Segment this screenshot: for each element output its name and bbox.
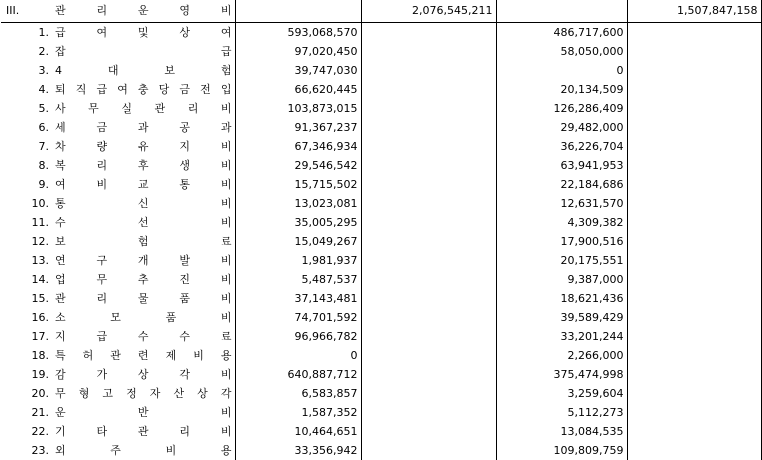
item-number: 3. bbox=[38, 64, 49, 77]
item-amount-prior: 126,286,409 bbox=[496, 99, 627, 118]
item-amount-prior: 33,201,244 bbox=[496, 327, 627, 346]
item-subtotal-current bbox=[361, 99, 496, 118]
item-amount-current: 74,701,592 bbox=[235, 308, 361, 327]
item-name: 연 구 개 발 비 bbox=[52, 251, 235, 270]
item-subtotal-current bbox=[361, 251, 496, 270]
section-cell-c bbox=[496, 0, 627, 23]
item-name: 퇴 직 급 여 충 당 금 전 입 bbox=[52, 80, 235, 99]
item-number: 14. bbox=[31, 273, 49, 286]
item-subtotal-prior bbox=[627, 327, 761, 346]
item-number: 19. bbox=[31, 368, 49, 381]
table-row bbox=[1, 403, 761, 422]
item-subtotal-prior bbox=[627, 175, 761, 194]
item-subtotal-prior bbox=[627, 270, 761, 289]
item-subtotal-prior bbox=[627, 42, 761, 61]
item-amount-prior: 58,050,000 bbox=[496, 42, 627, 61]
item-subtotal-prior bbox=[627, 346, 761, 365]
item-amount-prior: 9,387,000 bbox=[496, 270, 627, 289]
item-name: 지 급 수 수 료 bbox=[52, 327, 235, 346]
item-number: 4. bbox=[38, 83, 49, 96]
item-amount-current: 66,620,445 bbox=[235, 80, 361, 99]
item-name: 복 리 후 생 비 bbox=[52, 156, 235, 175]
table-row bbox=[1, 175, 761, 194]
item-subtotal-current bbox=[361, 346, 496, 365]
item-number: 2. bbox=[38, 45, 49, 58]
table-row bbox=[1, 422, 761, 441]
item-amount-prior: 109,809,759 bbox=[496, 441, 627, 460]
item-amount-prior: 13,084,535 bbox=[496, 422, 627, 441]
item-subtotal-prior bbox=[627, 156, 761, 175]
section-number: III. bbox=[1, 0, 52, 23]
item-subtotal-current bbox=[361, 23, 496, 43]
table-row bbox=[1, 156, 761, 175]
item-subtotal-prior bbox=[627, 137, 761, 156]
table-row bbox=[1, 80, 761, 99]
item-subtotal-prior bbox=[627, 251, 761, 270]
item-amount-current: 13,023,081 bbox=[235, 194, 361, 213]
item-number: 5. bbox=[38, 102, 49, 115]
expense-table bbox=[1, 0, 762, 460]
item-amount-prior: 22,184,686 bbox=[496, 175, 627, 194]
item-subtotal-prior bbox=[627, 61, 761, 80]
table-row bbox=[1, 213, 761, 232]
item-subtotal-current bbox=[361, 118, 496, 137]
table-row bbox=[1, 346, 761, 365]
item-subtotal-prior bbox=[627, 365, 761, 384]
item-number: 21. bbox=[31, 406, 49, 419]
item-subtotal-prior bbox=[627, 99, 761, 118]
item-amount-prior: 2,266,000 bbox=[496, 346, 627, 365]
item-number: 7. bbox=[38, 140, 49, 153]
item-number: 22. bbox=[31, 425, 49, 438]
item-number: 6. bbox=[38, 121, 49, 134]
item-amount-current: 39,747,030 bbox=[235, 61, 361, 80]
table-row bbox=[1, 99, 761, 118]
item-subtotal-prior bbox=[627, 289, 761, 308]
item-number: 16. bbox=[31, 311, 49, 324]
item-subtotal-prior bbox=[627, 384, 761, 403]
item-name: 차 량 유 지 비 bbox=[52, 137, 235, 156]
item-subtotal-prior bbox=[627, 23, 761, 43]
item-subtotal-current bbox=[361, 308, 496, 327]
item-subtotal-current bbox=[361, 403, 496, 422]
item-name: 수 선 비 bbox=[52, 213, 235, 232]
item-amount-prior: 12,631,570 bbox=[496, 194, 627, 213]
section-total-prior: 1,507,847,158 bbox=[627, 0, 761, 23]
section-title: 관 리 운 영 비 bbox=[52, 0, 235, 23]
expense-table-body bbox=[1, 0, 761, 460]
item-amount-prior: 486,717,600 bbox=[496, 23, 627, 43]
item-amount-current: 103,873,015 bbox=[235, 99, 361, 118]
item-subtotal-prior bbox=[627, 213, 761, 232]
table-row bbox=[1, 23, 761, 43]
item-subtotal-current bbox=[361, 327, 496, 346]
item-amount-current: 67,346,934 bbox=[235, 137, 361, 156]
item-subtotal-prior bbox=[627, 308, 761, 327]
item-amount-prior: 3,259,604 bbox=[496, 384, 627, 403]
item-name: 여 비 교 통 비 bbox=[52, 175, 235, 194]
item-amount-prior: 20,175,551 bbox=[496, 251, 627, 270]
section-total-current: 2,076,545,211 bbox=[361, 0, 496, 23]
section-cell-a bbox=[235, 0, 361, 23]
table-row bbox=[1, 308, 761, 327]
item-name: 운 반 비 bbox=[52, 403, 235, 422]
item-amount-prior: 63,941,953 bbox=[496, 156, 627, 175]
item-amount-prior: 39,589,429 bbox=[496, 308, 627, 327]
table-row bbox=[1, 327, 761, 346]
item-name: 감 가 상 각 비 bbox=[52, 365, 235, 384]
item-subtotal-prior bbox=[627, 118, 761, 137]
item-number: 13. bbox=[31, 254, 49, 267]
item-number: 12. bbox=[31, 235, 49, 248]
item-subtotal-current bbox=[361, 137, 496, 156]
item-subtotal-prior bbox=[627, 232, 761, 251]
item-name: 사 무 실 관 리 비 bbox=[52, 99, 235, 118]
section-header-row bbox=[1, 0, 761, 23]
item-amount-current: 5,487,537 bbox=[235, 270, 361, 289]
item-amount-current: 29,546,542 bbox=[235, 156, 361, 175]
item-amount-current: 37,143,481 bbox=[235, 289, 361, 308]
item-number: 11. bbox=[31, 216, 49, 229]
item-amount-current: 97,020,450 bbox=[235, 42, 361, 61]
item-amount-current: 35,005,295 bbox=[235, 213, 361, 232]
item-amount-prior: 4,309,382 bbox=[496, 213, 627, 232]
item-number: 1. bbox=[38, 26, 49, 39]
item-name: 보 험 료 bbox=[52, 232, 235, 251]
item-subtotal-prior bbox=[627, 80, 761, 99]
item-subtotal-current bbox=[361, 175, 496, 194]
item-number: 17. bbox=[31, 330, 49, 343]
item-name: 외 주 비 용 bbox=[52, 441, 235, 460]
item-subtotal-current bbox=[361, 270, 496, 289]
item-name: 특 허 관 련 제 비 용 bbox=[52, 346, 235, 365]
item-subtotal-current bbox=[361, 441, 496, 460]
item-subtotal-current bbox=[361, 232, 496, 251]
item-name: 기 타 관 리 비 bbox=[52, 422, 235, 441]
item-number: 15. bbox=[31, 292, 49, 305]
item-subtotal-prior bbox=[627, 422, 761, 441]
item-amount-current: 91,367,237 bbox=[235, 118, 361, 137]
table-row bbox=[1, 384, 761, 403]
item-subtotal-current bbox=[361, 80, 496, 99]
table-row bbox=[1, 137, 761, 156]
table-row bbox=[1, 194, 761, 213]
table-row bbox=[1, 289, 761, 308]
item-number: 8. bbox=[38, 159, 49, 172]
item-number: 18. bbox=[31, 349, 49, 362]
item-name: 통 신 비 bbox=[52, 194, 235, 213]
item-amount-current: 15,049,267 bbox=[235, 232, 361, 251]
item-amount-prior: 0 bbox=[496, 61, 627, 80]
item-amount-current: 640,887,712 bbox=[235, 365, 361, 384]
item-name: 관 리 물 품 비 bbox=[52, 289, 235, 308]
item-subtotal-current bbox=[361, 213, 496, 232]
item-number: 23. bbox=[31, 444, 49, 457]
item-subtotal-current bbox=[361, 42, 496, 61]
item-subtotal-current bbox=[361, 156, 496, 175]
item-name: 무 형 고 정 자 산 상 각 bbox=[52, 384, 235, 403]
item-amount-current: 15,715,502 bbox=[235, 175, 361, 194]
item-subtotal-prior bbox=[627, 403, 761, 422]
item-name: 업 무 추 진 비 bbox=[52, 270, 235, 289]
table-row bbox=[1, 61, 761, 80]
item-amount-current: 6,583,857 bbox=[235, 384, 361, 403]
item-name: 잡 급 bbox=[52, 42, 235, 61]
table-row bbox=[1, 270, 761, 289]
item-amount-prior: 29,482,000 bbox=[496, 118, 627, 137]
table-row bbox=[1, 42, 761, 61]
item-number: 9. bbox=[38, 178, 49, 191]
item-amount-prior: 18,621,436 bbox=[496, 289, 627, 308]
table-row bbox=[1, 441, 761, 460]
item-amount-current: 1,981,937 bbox=[235, 251, 361, 270]
item-amount-prior: 5,112,273 bbox=[496, 403, 627, 422]
item-amount-current: 0 bbox=[235, 346, 361, 365]
item-subtotal-current bbox=[361, 194, 496, 213]
item-number: 20. bbox=[31, 387, 49, 400]
item-name: 세 금 과 공 과 bbox=[52, 118, 235, 137]
item-amount-current: 593,068,570 bbox=[235, 23, 361, 43]
item-amount-prior: 17,900,516 bbox=[496, 232, 627, 251]
item-amount-prior: 20,134,509 bbox=[496, 80, 627, 99]
table-row bbox=[1, 232, 761, 251]
item-amount-prior: 375,474,998 bbox=[496, 365, 627, 384]
item-amount-current: 33,356,942 bbox=[235, 441, 361, 460]
item-amount-current: 96,966,782 bbox=[235, 327, 361, 346]
item-number: 10. bbox=[31, 197, 49, 210]
item-subtotal-current bbox=[361, 422, 496, 441]
item-subtotal-current bbox=[361, 61, 496, 80]
item-name: 급 여 및 상 여 bbox=[52, 23, 235, 43]
item-subtotal-current bbox=[361, 384, 496, 403]
table-row bbox=[1, 365, 761, 384]
item-amount-current: 1,587,352 bbox=[235, 403, 361, 422]
item-amount-current: 10,464,651 bbox=[235, 422, 361, 441]
item-subtotal-current bbox=[361, 365, 496, 384]
item-subtotal-current bbox=[361, 289, 496, 308]
item-amount-prior: 36,226,704 bbox=[496, 137, 627, 156]
item-name: 4 대 보 험 bbox=[52, 61, 235, 80]
table-row bbox=[1, 251, 761, 270]
item-subtotal-prior bbox=[627, 441, 761, 460]
table-row bbox=[1, 118, 761, 137]
item-subtotal-prior bbox=[627, 194, 761, 213]
item-name: 소 모 품 비 bbox=[52, 308, 235, 327]
